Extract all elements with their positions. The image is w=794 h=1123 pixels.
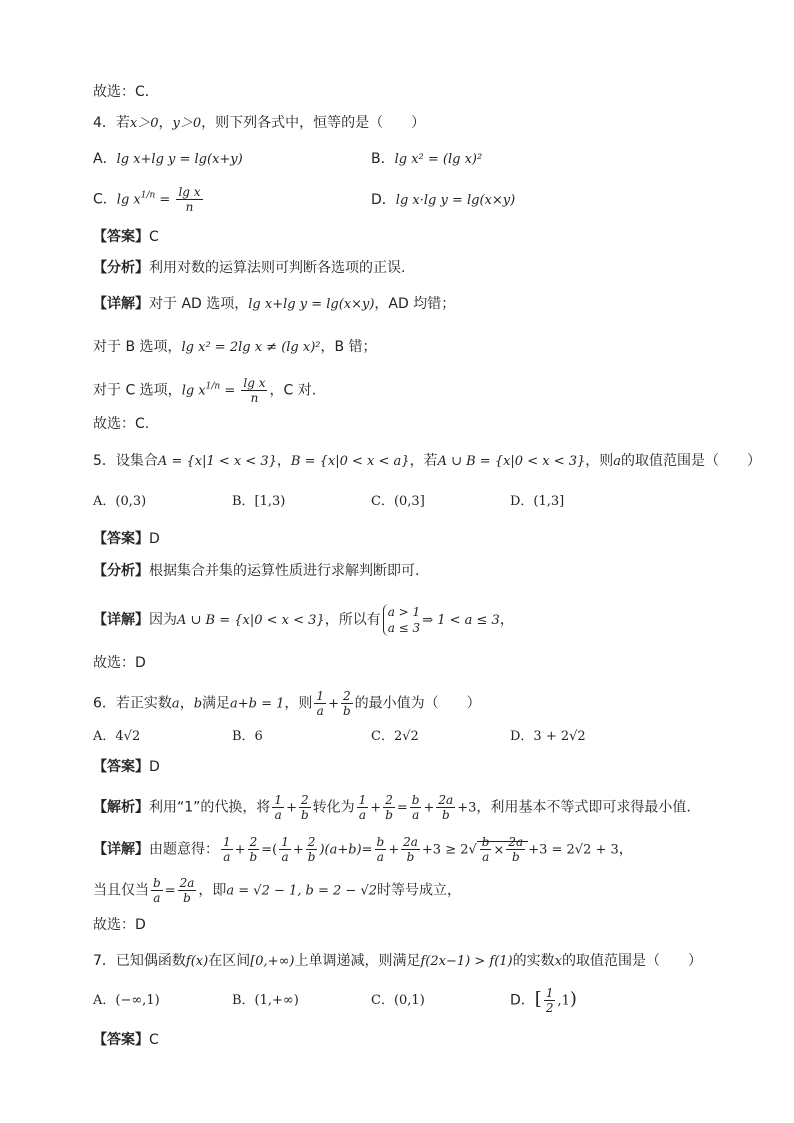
answer-tag: 【答案】 — [93, 229, 149, 245]
detail-text: ，C 对. — [269, 382, 317, 399]
detail-text: 时等号成立， — [377, 882, 462, 899]
analysis-text: ，利用基本不等式即可求得最小值. — [476, 799, 691, 816]
detail-text: ，即 — [198, 882, 227, 899]
q5-option-c: C．(0,3] — [371, 494, 425, 509]
q4-option-b-label: B． — [371, 151, 395, 167]
prev-conclusion: 故选：C． — [93, 84, 159, 100]
q4-option-a — [93, 149, 243, 170]
detail-expr: lg x+lg y = lg(x×y) — [248, 297, 375, 312]
answer-tag: 【答案】 — [93, 759, 149, 775]
q7-option-c: C．(0,1) — [371, 993, 425, 1008]
q4-option-a-expr: lg x+lg y = lg(x+y) — [116, 152, 243, 167]
q6-stem-text: 6．若正实数 — [93, 695, 172, 712]
q4-option-c-fraction: $\frac{\text{lg x}}{n}$ — [178, 185, 201, 214]
q7-stem-text: 在区间 — [208, 953, 251, 969]
q6-option-b: B．6 — [232, 729, 263, 744]
q5-stem-text: ，则 — [585, 453, 614, 469]
analysis-tag: 【解析】 — [93, 799, 149, 816]
q5-set-a: A = {x|1 < x < 3} — [157, 454, 277, 469]
q4-option-d-label: D． — [371, 192, 396, 208]
q7-option-d-fraction: $\frac{1}{2}$ — [545, 986, 554, 1015]
q6-sep: ， — [179, 695, 194, 712]
detail-tag: 【详解】 — [93, 841, 149, 858]
q7-var-x: x — [554, 954, 562, 969]
q4-conclusion: 故选：C. — [93, 416, 150, 432]
detail-text: 由题意得： — [149, 841, 219, 858]
analysis-text: 转化为 — [312, 799, 355, 816]
detail-text: 对于 C 选项， — [93, 382, 182, 399]
q5-sep: ， — [276, 453, 291, 469]
analysis-text: 根据集合并集的运算性质进行求解判断即可. — [149, 563, 420, 579]
q6-analysis: 【解析】利用“1”的代换，将 $\frac{1}{a}$ + $\frac{2}{b}$ 转化为 $\frac{1}{a}$ + $\frac{2}{b}$ = $\frac{b}{a}$ + $\frac{2a}{b}$ +3，利用基本不等式即可求得最小值. — [93, 793, 691, 822]
q5-option-b: B．[1,3) — [232, 494, 286, 509]
answer-tag: 【答案】 — [93, 1032, 149, 1048]
q6-stem-text: 满足 — [202, 695, 231, 712]
q4-option-c: C．$\lg x^{1/n}$ = $\frac{\text{lg x}}{n}$ — [93, 185, 201, 214]
q4-option-b-expr: lg x² = (lg x)² — [394, 152, 483, 167]
q7-option-a: A．(−∞,1) — [93, 993, 160, 1008]
detail-fraction: $\frac{\text{lg x}}{n}$ — [243, 376, 266, 405]
q7-interval: [0,+∞) — [250, 954, 295, 969]
q4-option-d — [371, 190, 515, 211]
q4-option-c-exponent: 1/n — [140, 190, 156, 201]
q4-option-c-label: C． — [93, 191, 117, 208]
detail-text: 因为 — [149, 612, 177, 628]
q7-option-d: D．[ $\frac{1}{2}$ ,1) — [510, 986, 577, 1015]
q5-option-a: A．(0,3) — [93, 494, 147, 509]
q7-answer — [93, 1030, 159, 1050]
q6-option-d: D．3 + 2√2 — [510, 729, 586, 744]
q4-stem — [93, 113, 425, 134]
q4-cond-x: x＞0 — [129, 116, 159, 131]
q5-detail — [93, 604, 514, 636]
q5-var-a: a — [613, 454, 622, 469]
detail-tag: 【详解】 — [93, 296, 149, 312]
detail-exponent: 1/n — [205, 381, 221, 392]
q6-stem: 6．若正实数a，b满足a+b = 1，则 $\frac{1}{a}$ + $\frac{2}{b}$ 的最小值为（ ） — [93, 689, 481, 718]
detail-expr: a = √2 − 1, b = 2 − √2 — [226, 883, 378, 899]
analysis-text: 利用对数的运算法则可判断各选项的正误. — [149, 260, 406, 276]
q4-sep: ， — [158, 115, 173, 131]
q4-answer — [93, 227, 159, 247]
q4-detail-line1 — [93, 294, 455, 315]
detail-expr: ⇒ 1 < a ≤ 3 — [422, 613, 500, 628]
detail-text: 当且仅当 — [93, 882, 149, 899]
q5-conclusion: 故选：D — [93, 655, 146, 671]
q4-option-b — [371, 149, 482, 170]
detail-text: ， — [499, 612, 514, 628]
q5-stem-text: ，若 — [409, 453, 438, 469]
q4-detail-line3: 对于 C 选项，$\lg x^{1/n}$ = $\frac{\text{lg x}}{n}$ ，C 对. — [93, 376, 317, 405]
q6-constraint: a+b = 1 — [230, 696, 285, 712]
q5-union: A ∪ B = {x|0 < x < 3} — [437, 454, 586, 469]
q4-stem-tail: ，则下列各式中，恒等的是（ ） — [201, 115, 426, 131]
detail-text: ， — [618, 841, 633, 858]
q4-detail-line2 — [93, 337, 377, 358]
q6-var-a: a — [171, 696, 180, 712]
detail-text: ，AD 均错； — [374, 296, 456, 312]
q7-stem — [93, 951, 702, 972]
q6-detail-line1: 【详解】由题意得： $\frac{1}{a}$ + $\frac{2}{b}$ =( $\frac{1}{a}$ + $\frac{2}{b}$ )(a+b)= $\frac{b}{a}$ + $\frac{2a}{b}$ +3 ≥ 2√ $\frac{b}{a}$ × $\frac{2a}{b}$ +3 = 2√2 + 3， — [93, 835, 633, 864]
q4-cond-y: y＞0 — [172, 116, 202, 131]
q5-analysis — [93, 561, 419, 581]
answer-tag: 【答案】 — [93, 531, 149, 547]
detail-expr: A ∪ B = {x|0 < x < 3} — [177, 613, 325, 628]
q6-var-b: b — [193, 696, 203, 712]
q7-option-d-label: D． — [510, 992, 535, 1009]
detail-tag: 【详解】 — [93, 612, 149, 628]
q6-fraction-1: $\frac{1}{a}$ — [316, 689, 325, 718]
detail-text: 对于 B 选项， — [93, 339, 182, 355]
answer-value: C — [149, 229, 159, 245]
q6-stem-text: ，则 — [284, 695, 313, 712]
q6-detail-line2: 当且仅当 $\frac{b}{a}$ = $\frac{2a}{b}$ ，即a = √2 − 1, b = 2 − √2时等号成立， — [93, 876, 462, 905]
q4-analysis — [93, 258, 405, 278]
q7-option-b: B．(1,+∞) — [232, 993, 299, 1008]
analysis-text: 利用“1”的代换，将 — [149, 799, 271, 816]
q6-option-a: A．4√2 — [93, 729, 141, 744]
detail-expr: lg x² = 2lg x ≠ (lg x)² — [181, 340, 321, 355]
detail-text: ，B 错； — [320, 339, 377, 355]
q4-stem-text: 4．若 — [93, 115, 130, 131]
answer-value: D — [149, 759, 160, 775]
analysis-tag: 【分析】 — [93, 563, 149, 579]
q5-brace-system: a > 1 a ≤ 3 — [383, 604, 420, 636]
q5-stem-tail: 的取值范围是（ ） — [621, 453, 762, 469]
detail-text: ，所以有 — [324, 612, 381, 628]
answer-value: D — [149, 531, 160, 547]
q5-option-d: D．(1,3] — [510, 494, 565, 509]
answer-value: C — [149, 1032, 159, 1048]
q6-stem-tail: 的最小值为（ ） — [354, 695, 481, 712]
q6-conclusion: 故选：D — [93, 917, 146, 933]
q6-option-c: C．2√2 — [371, 729, 419, 744]
q5-answer — [93, 529, 160, 549]
q7-func: f(x) — [185, 954, 209, 969]
q6-answer — [93, 757, 160, 777]
q5-stem — [93, 451, 761, 472]
q5-stem-text: 5．设集合 — [93, 453, 158, 469]
detail-text: 对于 AD 选项， — [149, 296, 249, 312]
analysis-tag: 【分析】 — [93, 260, 149, 276]
q7-stem-tail: 的取值范围是（ ） — [561, 953, 702, 969]
q7-stem-text: 7．已知偶函数 — [93, 953, 186, 969]
q7-stem-text: 上单调递减，则满足 — [294, 953, 421, 969]
q4-option-a-label: A． — [93, 151, 117, 167]
detail-expr: lg x — [181, 383, 206, 399]
q7-inequality: f(2x−1) > f(1) — [420, 954, 513, 969]
q4-option-d-expr: lg x·lg y = lg(x×y) — [395, 193, 516, 208]
q5-set-b: B = {x|0 < x < a} — [290, 454, 410, 469]
q6-fraction-2: $\frac{2}{b}$ — [342, 689, 351, 718]
q4-option-c-lhs: lg x — [116, 192, 141, 208]
q7-stem-text: 的实数 — [512, 953, 555, 969]
